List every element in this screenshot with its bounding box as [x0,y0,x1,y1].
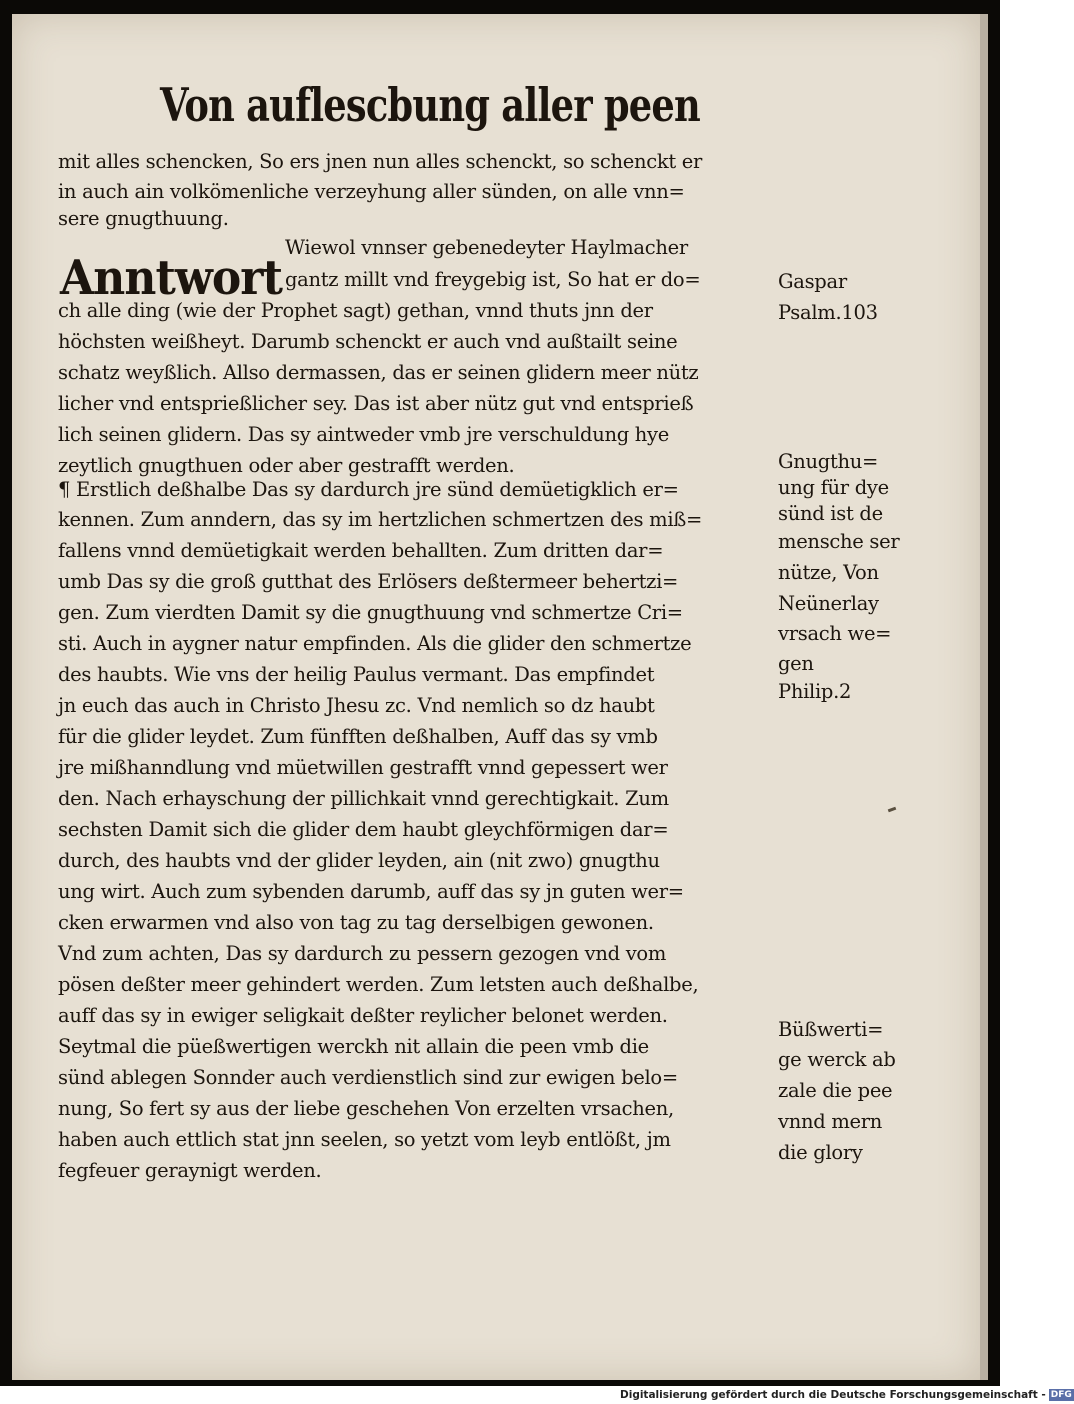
text-line: jn euch das auch in Christo Jhesu zc. Vnd nemlich so dz haubt [58,694,655,717]
text-line: sere gnugthuung. [58,207,229,230]
text-line: des haubts. Wie vns der heilig Paulus vermant. Das empfindet [58,663,655,686]
text-line: nung, So fert sy aus der liebe geschehen Von erzelten vrsachen, [58,1097,674,1120]
text-line: lich seinen glidern. Das sy aintweder vmb jre verschuldung hye [58,423,670,446]
margin-note: vrsach we= [778,622,892,645]
text-line: für die glider leydet. Zum fünfften deßhalben, Auff das sy vmb [58,725,658,748]
text-line: ¶ Erstlich deßhalbe Das sy dardurch jre sünd demüetigklich er= [58,478,679,501]
margin-note: Büßwerti= [778,1018,884,1041]
text-line: durch, des haubts vnd der glider leyden, ain (nit zwo) gnugthu [58,849,660,872]
text-line: sti. Auch in aygner natur empfinden. Als die glider den schmertze [58,632,692,655]
margin-note: Gnugthu= [778,450,879,473]
page-heading: Von auflescbung aller peen [160,78,700,132]
text-line: jre mißhanndlung vnd müetwillen gestrafft vnnd gepessert wer [58,756,668,779]
dfg-logo: DFG [1050,1390,1072,1400]
margin-note: die glory [778,1141,863,1164]
text-line: licher vnd entsprießlicher sey. Das ist aber nütz gut vnd entsprieß [58,392,694,415]
margin-note: ge werck ab [778,1048,896,1071]
text-line: Vnd zum achten, Das sy dardurch zu pessern gezogen vnd vom [58,942,667,965]
margin-note: ung für dye [778,476,889,499]
margin-note: gen [778,652,814,675]
text-line: gen. Zum vierdten Damit sy die gnugthuung vnd schmertze Cri= [58,601,683,624]
text-line: fegfeuer geraynigt werden. [58,1159,322,1182]
margin-note: Gaspar [778,270,847,293]
margin-note: nütze, Von [778,561,879,584]
margin-note: mensche ser [778,530,900,553]
text-line: mit alles schencken, So ers jnen nun alles schenckt, so schenckt er [58,150,703,173]
text-line: pösen deßter meer gehindert werden. Zum letsten auch deßhalbe, [58,973,699,996]
text-line: zeytlich gnugthuen oder aber gestrafft werden. [58,454,515,477]
text-line: Wiewol vnnser gebenedeyter Haylmacher [285,236,688,259]
text-line: ch alle ding (wie der Prophet sagt) gethan, vnnd thuts jnn der [58,299,653,322]
text-line: cken erwarmen vnd also von tag zu tag derselbigen gewonen. [58,911,654,934]
text-line: höchsten weißheyt. Darumb schenckt er auch vnd außtailt seine [58,330,678,353]
text-line: kennen. Zum anndern, das sy im hertzlichen schmertzen des miß= [58,508,703,531]
text-line: sechsten Damit sich die glider dem haubt gleychförmigen dar= [58,818,669,841]
margin-note: vnnd mern [778,1110,883,1133]
page-edge [980,14,988,1380]
footer-credit [620,1386,1072,1404]
text-line: den. Nach erhayschung der pillichkait vnnd gerechtigkait. Zum [58,787,669,810]
text-line: sünd ablegen Sonnder auch verdienstlich sind zur ewigen belo= [58,1066,678,1089]
margin-note: sünd ist de [778,502,883,525]
initial-word: Anntwort [60,250,283,306]
margin-note: zale die pee [778,1079,893,1102]
text-line: schatz weyßlich. Allso dermassen, das er seinen glidern meer nütz [58,361,699,384]
text-line: haben auch ettlich stat jnn seelen, so yetzt vom leyb entlößt, jm [58,1128,671,1151]
text-line: Seytmal die püeßwertigen werckh nit allain die peen vmb die [58,1035,649,1058]
text-line: umb Das sy die groß gutthat des Erlösers deßtermeer behertzi= [58,570,679,593]
margin-note: Philip.2 [778,680,852,703]
text-line: ung wirt. Auch zum sybenden darumb, auff das sy jn guten wer= [58,880,684,903]
margin-note: Neünerlay [778,592,879,615]
footer-text: Digitalisierung gefördert durch die Deutsche Forschungsgemeinschaft - [620,1389,1046,1401]
margin-note: Psalm.103 [778,301,878,324]
text-line: gantz millt vnd freygebig ist, So hat er do= [285,268,701,291]
text-line: auff das sy in ewiger seligkait deßter reylicher belonet werden. [58,1004,668,1027]
text-line: fallens vnnd demüetigkait werden behallten. Zum dritten dar= [58,539,664,562]
text-line: in auch ain volkömenliche verzeyhung aller sünden, on alle vnn= [58,180,685,203]
